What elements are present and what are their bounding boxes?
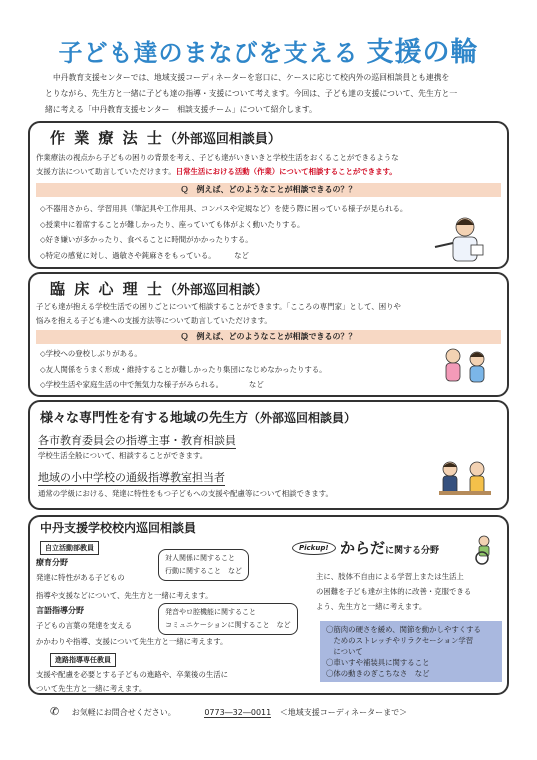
experts-b-desc: 通常の学級における、発達に特性をもつ子どもへの支援や配慮等について相談できます。 [38,489,333,498]
body-desc-line: 主に、肢体不自由による学習上または生活上 [316,572,464,581]
experts-a-desc: 学校生活全般について、相談することができます。 [38,451,208,460]
cp-heading-sub: （外部巡回相談） [163,283,268,298]
experts-a-title: 各市教育委員会の指導主事・教育相談員 [38,434,236,447]
body-field-desc [316,569,471,614]
cp-desc-line: 子ども達が抱える学校生活での困りごとについて相談することができます。「こころの専門家」として、困りや [36,302,401,311]
ot-heading [50,127,281,148]
list-item: ◇学校への登校しぶりがある。 [40,349,142,358]
ot-desc-line: 支援方法について助言していただけます。 [36,167,176,176]
experts-heading [40,407,356,426]
ot-highlight: 日常生活における活動（作業）について相談することができます。 [175,167,397,176]
ot-example-list [40,201,407,263]
therapist-illustration [425,215,495,263]
list-item: 〇筋肉の硬さを緩め、関節を動かしやすくする [326,625,481,634]
cp-example-list [40,346,327,393]
experts-section [28,400,509,510]
teachers-illustration [435,457,495,502]
bubble-field2 [158,603,298,635]
list-item: ◇友人関係をうまく形成・維持することが難しかったり集団になじめなかったりする。 [40,364,327,374]
list-item: ◇特定の感覚に対し、過敏さや鈍麻さをもっている。 など [40,250,249,260]
field1-line: 指導や支援などについて、先生方と一緒に考えます。 [36,591,213,600]
field2-title: 言語指導分野 [36,606,84,615]
cp-section [28,272,509,397]
bubble-field1 [158,549,249,581]
body-title-main: からだ [340,539,386,557]
field1-title: 療育分野 [36,558,68,567]
list-item: ◇不器用さから、学習用具（筆記具や工作用具、コンパスや定規など）を使う際に困っている様子が見られる。 [40,204,408,213]
experts-heading-main: 様々な専門性を有する地域の先生方 [40,411,249,426]
ot-section [28,121,509,269]
cp-desc-line: 悩みを抱える子ども達への支援方法等について助言していただけます。 [36,316,272,325]
school-heading: 中丹支援学校校内巡回相談員 [40,521,197,535]
body-title-sub: に関する分野 [385,546,440,556]
ot-desc-line: 作業療法の視点から子どもの困りの背景を考え、子ども達がいきいきと学校生活をおくることができるような [36,153,399,162]
cp-description [36,300,506,328]
cp-question-bar: Ｑ 例えば、どのようなことが相談できるの？？ [36,330,501,344]
field2-line: 子どもの言葉の発達を支える [36,621,133,630]
list-item: について [326,647,363,656]
bubble-line: コミュニケーションに関すること など [165,621,291,629]
experts-heading-sub: （外部巡回相談員） [248,411,357,425]
ot-heading-sub: （外部巡回相談員） [163,132,281,147]
list-item: ためのストレッチやリラクセーション学習 [326,636,474,645]
list-item: 〇車いすや補装具に関すること [326,658,430,667]
intro-line: 中丹教育支援センターでは、地域支援コーディネーターを窓口に、ケースに応じて校内外の巡回相談員とも連携を [53,73,450,82]
counselor-illustration [435,346,495,386]
list-item: ◇好き嫌いが多かったり、食べることに時間がかかったりする。 [40,235,253,244]
list-item: ◇授業中に着席することが難しかったり、座っていても体がよく動いたりする。 [40,219,305,229]
experts-b-title: 地域の小中学校の通級指導教室担当者 [38,471,225,484]
field3-line: 支援や配慮を必要とする子どもの進路や、卒業後の生活に [36,670,229,679]
contact-footer [50,705,407,718]
contact-phone[interactable]: 0773―32―0011 [204,708,272,717]
contact-label: お気軽にお問合せください。 [71,708,176,717]
list-item: ◇学校生活や家庭生活の中で無気力な様子がみられる。 など [40,380,264,389]
bubble-line: 対人関係に関すること [165,554,235,562]
field1-line: 発達に特性がある子どもの [36,573,125,582]
body-desc-line: の困難を子ども達が主体的に改善・克服できる [316,587,472,596]
title-main: 子ども達のまなびを支える [58,39,359,67]
ot-heading-main: 作 業 療 法 士 [50,129,164,147]
tag-jiritsu: 自立活動部教員 [40,541,99,555]
intro-text [45,70,500,118]
cp-heading [50,278,268,299]
ot-description [36,151,506,179]
school-section [28,515,509,695]
wheelchair-illustration [468,535,500,565]
ot-question-bar: Ｑ 例えば、どのようなことが相談できるの？？ [36,183,501,197]
pickup-badge: Pickup! [292,541,336,555]
bubble-line: 行動に関すること など [165,567,242,575]
body-field-list [320,621,502,682]
cp-heading-main: 臨 床 心 理 士 [50,280,164,298]
field3-line: ついて先生方と一緒に考えます。 [36,684,147,693]
list-item: 〇体の動きのぎこちなさ など [326,669,430,678]
title-accent: 支援の輪 [366,37,479,68]
intro-line: とりながら、先生方と一緒に子ども達の指導・支援について考えます。今回は、子ども達の支援について、先生方と一 [45,89,458,98]
tag-shinro: 進路指導専任教員 [50,653,116,667]
body-desc-line: よう、先生方と一緒に考えます。 [316,602,427,611]
page-title [0,30,537,69]
field2-line: かかわりや指導、支援について先生方と一緒に考えます。 [36,637,228,646]
phone-icon: ✆ [50,705,60,718]
contact-note: ＜地域支援コーディネーターまで＞ [279,708,408,717]
field3-desc [36,668,228,696]
body-field-title [340,537,439,558]
intro-line: 緒に考える「中丹教育支援センター 相談支援チーム」について紹介します。 [45,105,317,114]
bubble-line: 発音やロ腔機能に関すること [165,608,256,616]
